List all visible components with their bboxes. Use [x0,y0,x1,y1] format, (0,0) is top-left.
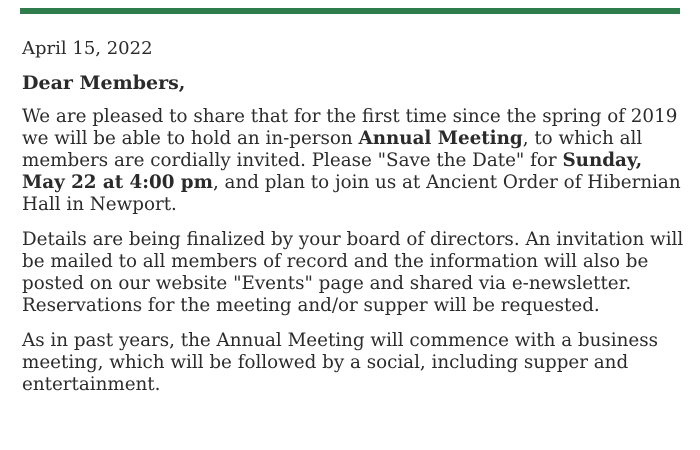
paragraph-text: , to which all members are cordially invited. Please "Save the Date" for [22,128,643,171]
letter-date: April 15, 2022 [22,38,153,59]
paragraph-agenda: As in past years, the Annual Meeting will commence with a business meeting, which will be followed by a social, including supper and entertainment. [22,330,658,395]
event-datetime: Sunday, May 22 at 4:00 pm [22,150,643,193]
letter-greeting: Dear Members, [22,72,186,94]
letter-body [22,38,690,409]
event-name: Annual Meeting [358,128,523,149]
paragraph-announcement [22,106,690,216]
header-accent-bar [20,8,680,14]
paragraph-details: Details are being finalized by your board of directors. An invitation will be mailed to all members of record and the information will also be posted on our website "Events" page and shared via e-newsletter. Reservations for the meeting and/or supper will be requested. [22,229,684,316]
paragraph-text: We are pleased to share that for the first time since the spring of 2019 we will be able to hold an in-person [22,106,678,149]
paragraph-text: , and plan to join us at Ancient Order of Hibernian Hall in Newport. [22,172,681,215]
